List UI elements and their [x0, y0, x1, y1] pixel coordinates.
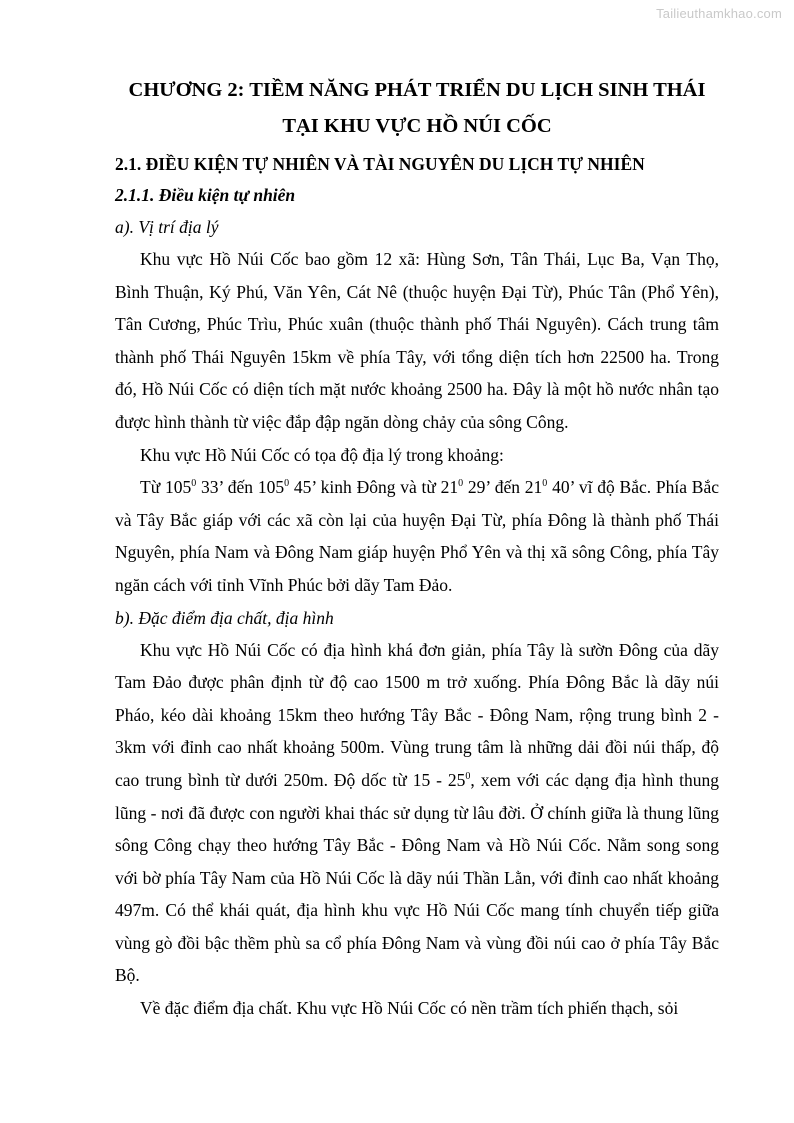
degree-superscript: 0: [284, 478, 290, 490]
chapter-title-line1: CHƯƠNG 2: TIỀM NĂNG PHÁT TRIỂN DU LỊCH SINH THÁI: [128, 79, 706, 101]
watermark: Tailieuthamkhao.com: [656, 6, 782, 21]
text-run: 29’ đến 21: [463, 477, 543, 498]
paragraph-location: Khu vực Hồ Núi Cốc bao gồm 12 xã: Hùng Sơn, Tân Thái, Lục Ba, Vạn Thọ, Bình Thuận, Ký Phú, Văn Yên, Cát Nê (thuộc huyện Đại Từ), Phúc Tân (Phổ Yên), Tân Cương, Phúc Trìu, Phúc xuân (thuộc thành phố Thái Nguyên). Cách trung tâm thành phố Thái Nguyên 15km về phía Tây, với tổng diện tích hơn 22500 ha. Trong đó, Hồ Núi Cốc có diện tích mặt nước khoảng 2500 ha. Đây là một hồ nước nhân tạo được hình thành từ việc đắp đập ngăn dòng chảy của sông Công.: [115, 249, 719, 432]
text-run: Từ 105: [140, 477, 192, 498]
section-heading: 2.1. ĐIỀU KIỆN TỰ NHIÊN VÀ TÀI NGUYÊN DU LỊCH TỰ NHIÊN: [115, 154, 645, 174]
text-run: 40’ vĩ độ Bắc. Phía Bắc và Tây Bắc giáp với các xã còn lại của huyện Đại Từ, phía Đông là thành phố Thái Nguyên, phía Nam và Đông Nam giáp huyện Phổ Yên và thị xã sông Công, phía Tây ngăn cách với tỉnh Vĩnh Phúc bởi dãy Tam Đảo.: [115, 477, 720, 595]
text-run: , xem với các dạng địa hình thung lũng - nơi đã được con người khai thác sử dụng từ lâu đời. Ở chính giữa là thung lũng sông Công chạy theo hướng Tây Bắc - Đông Nam và Hồ Núi Cốc. Nằm song song với bờ phía Tây Nam của Hồ Núi Cốc là dãy núi Thần Lằn, với đỉnh cao nhất khoảng 497m. Có thể khái quát, địa hình khu vực Hồ Núi Cốc mang tính chuyển tiếp giữa vùng gò đồi bậc thềm phù sa cổ phía Đông Nam và vùng đồi núi cao ở phía Tây Bắc Bộ.: [115, 769, 720, 986]
subsection-heading: 2.1.1. Điều kiện tự nhiên: [115, 185, 296, 205]
chapter-title-line2: TẠI KHU VỰC HỒ NÚI CỐC: [282, 115, 552, 137]
degree-superscript: 0: [191, 478, 197, 490]
paragraph-terrain: [115, 634, 719, 993]
degree-superscript: 0: [465, 770, 471, 782]
paragraph-coordinates-intro: Khu vực Hồ Núi Cốc có tọa độ địa lý trong khoảng:: [140, 444, 504, 465]
degree-superscript: 0: [542, 478, 548, 490]
degree-superscript: 0: [458, 478, 464, 490]
part-a-heading: a). Vị trí địa lý: [115, 217, 219, 237]
text-run: 33’ đến 105: [196, 477, 285, 498]
document-page: [115, 72, 719, 1025]
text-run: 45’ kinh Đông và từ 21: [289, 477, 459, 498]
text-run: Khu vực Hồ Núi Cốc có địa hình khá đơn giản, phía Tây là sườn Đông của dãy Tam Đảo được phân định từ độ cao 1500 m trở xuống. Phía Đông Bắc là dãy núi Pháo, kéo dài khoảng 15km theo hướng Tây Bắc - Đông Nam, rộng trung bình 2 - 3km với đỉnh cao nhất khoảng 500m. Vùng trung tâm là những dải đồi núi thấp, độ cao trung bình từ dưới 250m. Độ dốc từ 15 - 25: [115, 639, 719, 790]
paragraph-coordinates: [115, 471, 719, 601]
part-b-heading: b). Đặc điểm địa chất, địa hình: [115, 607, 334, 628]
paragraph-geology: Về đặc điểm địa chất. Khu vực Hồ Núi Cốc có nền trầm tích phiến thạch, sỏi: [140, 998, 679, 1019]
